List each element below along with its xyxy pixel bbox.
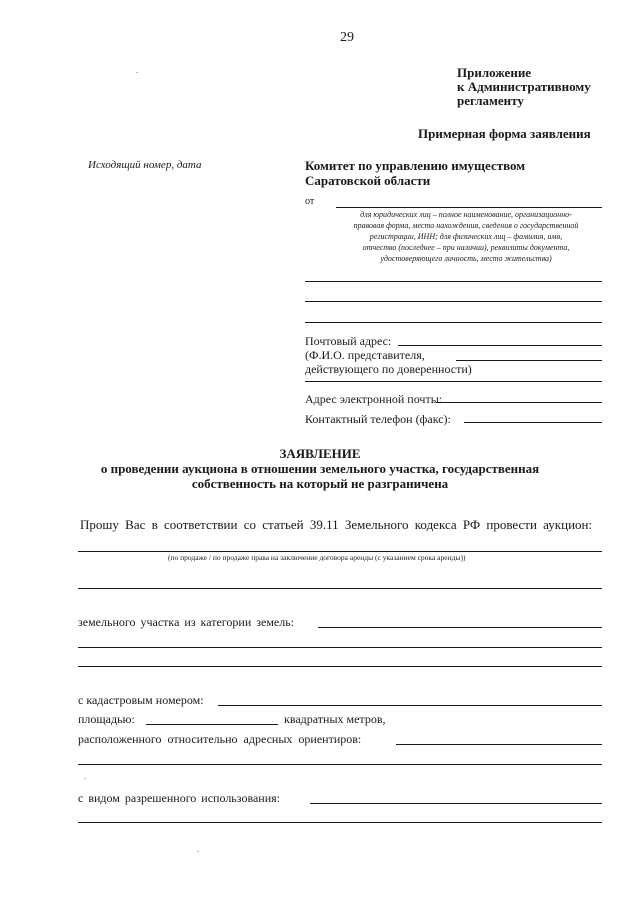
postal-address-field[interactable] [398,345,602,346]
location-field[interactable] [396,744,602,745]
appendix-note [457,66,591,108]
applicant-line-3[interactable] [305,322,602,323]
land-category-field[interactable] [318,627,602,628]
location-line-2[interactable] [78,764,602,765]
representative-field[interactable] [456,360,602,361]
representative-line-2[interactable] [305,381,602,382]
outgoing-number-label: Исходящий номер, дата [88,159,202,171]
permitted-use-field[interactable] [310,803,602,804]
permitted-use-label: с видом разрешенного использования: [78,791,280,805]
auction-type-note: (по продаже / по продаже права на заключение договора аренды (с указанием срока аренды)) [168,553,466,562]
representative-label-1: (Ф.И.О. представителя, [305,348,425,362]
applicant-line-1[interactable] [305,281,602,282]
heading-line-2: о проведении аукциона в отношении земельного участка, государственная [100,461,540,476]
location-label: расположенного относительно адресных ориентиров: [78,732,362,746]
recipient-line-2: Саратовской области [305,173,431,188]
phone-label: Контактный телефон (факс): [305,412,451,426]
page-number: 29 [340,30,354,45]
scan-speck [197,851,199,852]
land-category-line-3[interactable] [78,666,602,667]
applicant-hint-line-2: правовая форма, место нахождения, сведения о государственной [353,221,579,230]
postal-address-label: Почтовый адрес: [305,334,392,348]
heading-title: ЗАЯВЛЕНИЕ [279,446,361,461]
phone-field[interactable] [464,422,602,423]
postal-address-block [305,334,472,376]
email-label: Адрес электронной почты: [305,392,443,406]
applicant-line-2[interactable] [305,301,602,302]
applicant-hint-line-4: отчество (последнее – при наличии), реквизиты документа, [362,243,570,252]
recipient-line-1: Комитет по управлению имуществом [305,158,526,173]
scan-speck [136,72,138,73]
recipient-block [305,158,525,188]
cadastral-number-label: с кадастровым номером: [78,693,204,707]
email-field[interactable] [436,402,602,403]
area-unit-label: квадратных метров, [284,712,386,726]
applicant-hint [330,209,602,264]
appendix-line-3: регламенту [457,93,524,108]
representative-label-2: действующего по доверенности) [305,362,472,376]
applicant-name-line[interactable] [336,207,602,208]
appendix-line-1: Приложение [457,65,532,80]
request-text: Прошу Вас в соответствии со статьей 39.11 Земельного кодекса РФ провести аукцион: [80,517,593,532]
scan-speck [84,778,86,779]
heading-line-3: собственность на который не разграничена [191,476,449,491]
land-category-line-2[interactable] [78,647,602,648]
cadastral-number-field[interactable] [218,705,602,706]
applicant-hint-line-1: для юридических лиц – полное наименование, организационно- [360,210,572,219]
appendix-line-2: к Административному [457,79,591,94]
auction-type-field[interactable] [78,551,602,552]
applicant-hint-line-3: регистрации, ИНН; для физических лиц – фамилия, имя, [369,232,563,241]
applicant-hint-line-5: удостоверяющего личность, место жительства) [380,254,552,263]
land-category-label: земельного участка из категории земель: [78,615,295,629]
from-label: от [305,196,315,207]
area-label: площадью: [78,712,135,726]
auction-type-line-2[interactable] [78,588,602,589]
form-title: Примерная форма заявления [418,126,591,141]
application-heading [0,446,640,491]
area-field[interactable] [146,724,278,725]
permitted-use-line-2[interactable] [78,822,602,823]
